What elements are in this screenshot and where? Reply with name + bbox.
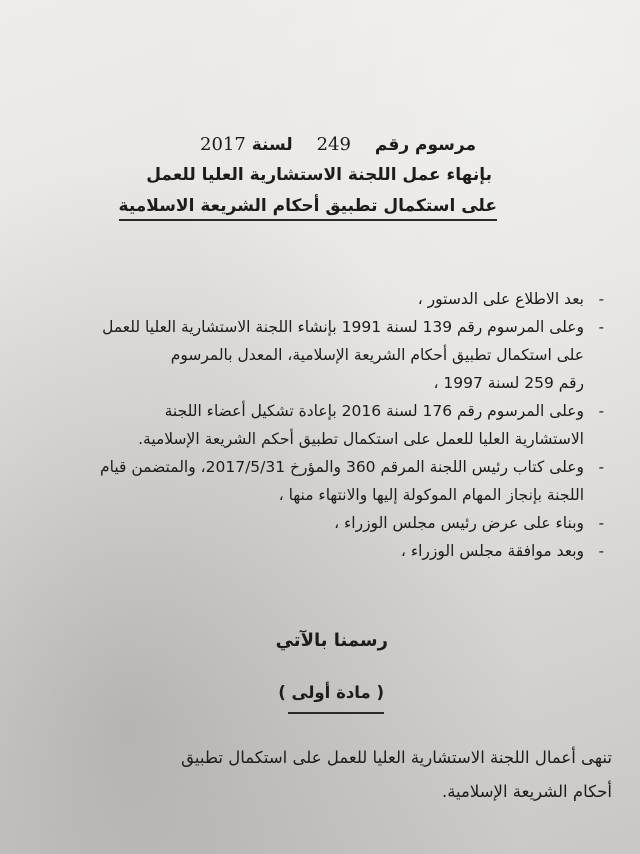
- preamble-text: وعلى المرسوم رقم 176 لسنة 2016 بإعادة تشكيل أعضاء اللجنة: [164, 402, 584, 420]
- preamble-text: بعد الاطلاع على الدستور ،: [417, 290, 584, 308]
- preamble-text: وبعد موافقة مجلس الوزراء ،: [400, 542, 584, 560]
- preamble-line: [40, 509, 604, 537]
- article-underline: [288, 712, 384, 714]
- list-dash: -: [598, 458, 604, 476]
- preamble-text: رقم 259 لسنة 1997 ،: [433, 374, 584, 392]
- preamble-text: اللجنة بإنجاز المهام الموكولة إليها والانتهاء منها ،: [278, 486, 584, 504]
- preamble-line: [40, 481, 600, 509]
- preamble-text: وعلى المرسوم رقم 139 لسنة 1991 بإنشاء اللجنة الاستشارية العليا للعمل: [102, 318, 584, 336]
- preamble-list: [40, 285, 604, 565]
- article-body-line-1: تنهى أعمال اللجنة الاستشارية العليا للعمل على استكمال تطبيق: [181, 748, 612, 767]
- preamble-text: على استكمال تطبيق أحكام الشريعة الإسلامية، المعدل بالمرسوم: [170, 346, 584, 364]
- article-title: ( مادة أولى ): [278, 683, 384, 702]
- preamble-line: [40, 537, 604, 565]
- preamble-line: [40, 285, 604, 313]
- decree-title: [200, 134, 476, 155]
- preamble-text: وبناء على عرض رئيس مجلس الوزراء ،: [334, 514, 584, 532]
- preamble-line: [40, 453, 604, 481]
- preamble-line: [40, 369, 600, 397]
- decree-year: 2017: [200, 134, 246, 155]
- decree-subject-line-1: بإنهاء عمل اللجنة الاستشارية العليا للعمل: [146, 165, 492, 185]
- article-body-line-2: أحكام الشريعة الإسلامية.: [441, 782, 612, 801]
- decree-number: 249: [316, 134, 351, 155]
- decree-subject-line-2: على استكمال تطبيق أحكام الشريعة الاسلامية: [119, 196, 497, 221]
- list-dash: -: [598, 542, 604, 560]
- preamble-text: وعلى كتاب رئيس اللجنة المرقم 360 والمؤرخ 2017/5/31، والمتضمن قيام: [100, 458, 584, 476]
- preamble-line: [40, 425, 600, 453]
- preamble-line: [40, 341, 600, 369]
- list-dash: -: [598, 514, 604, 532]
- decree-label: مرسوم رقم: [374, 135, 476, 155]
- resolution-heading: رسمنا بالآتي: [275, 630, 388, 651]
- preamble-line: [40, 313, 604, 341]
- list-dash: -: [598, 402, 604, 420]
- year-label: لسنة: [251, 135, 293, 155]
- list-dash: -: [598, 318, 604, 336]
- preamble-line: [40, 397, 604, 425]
- preamble-text: الاستشارية العليا للعمل على استكمال تطبيق أحكم الشريعة الإسلامية.: [138, 430, 584, 448]
- list-dash: -: [598, 290, 604, 308]
